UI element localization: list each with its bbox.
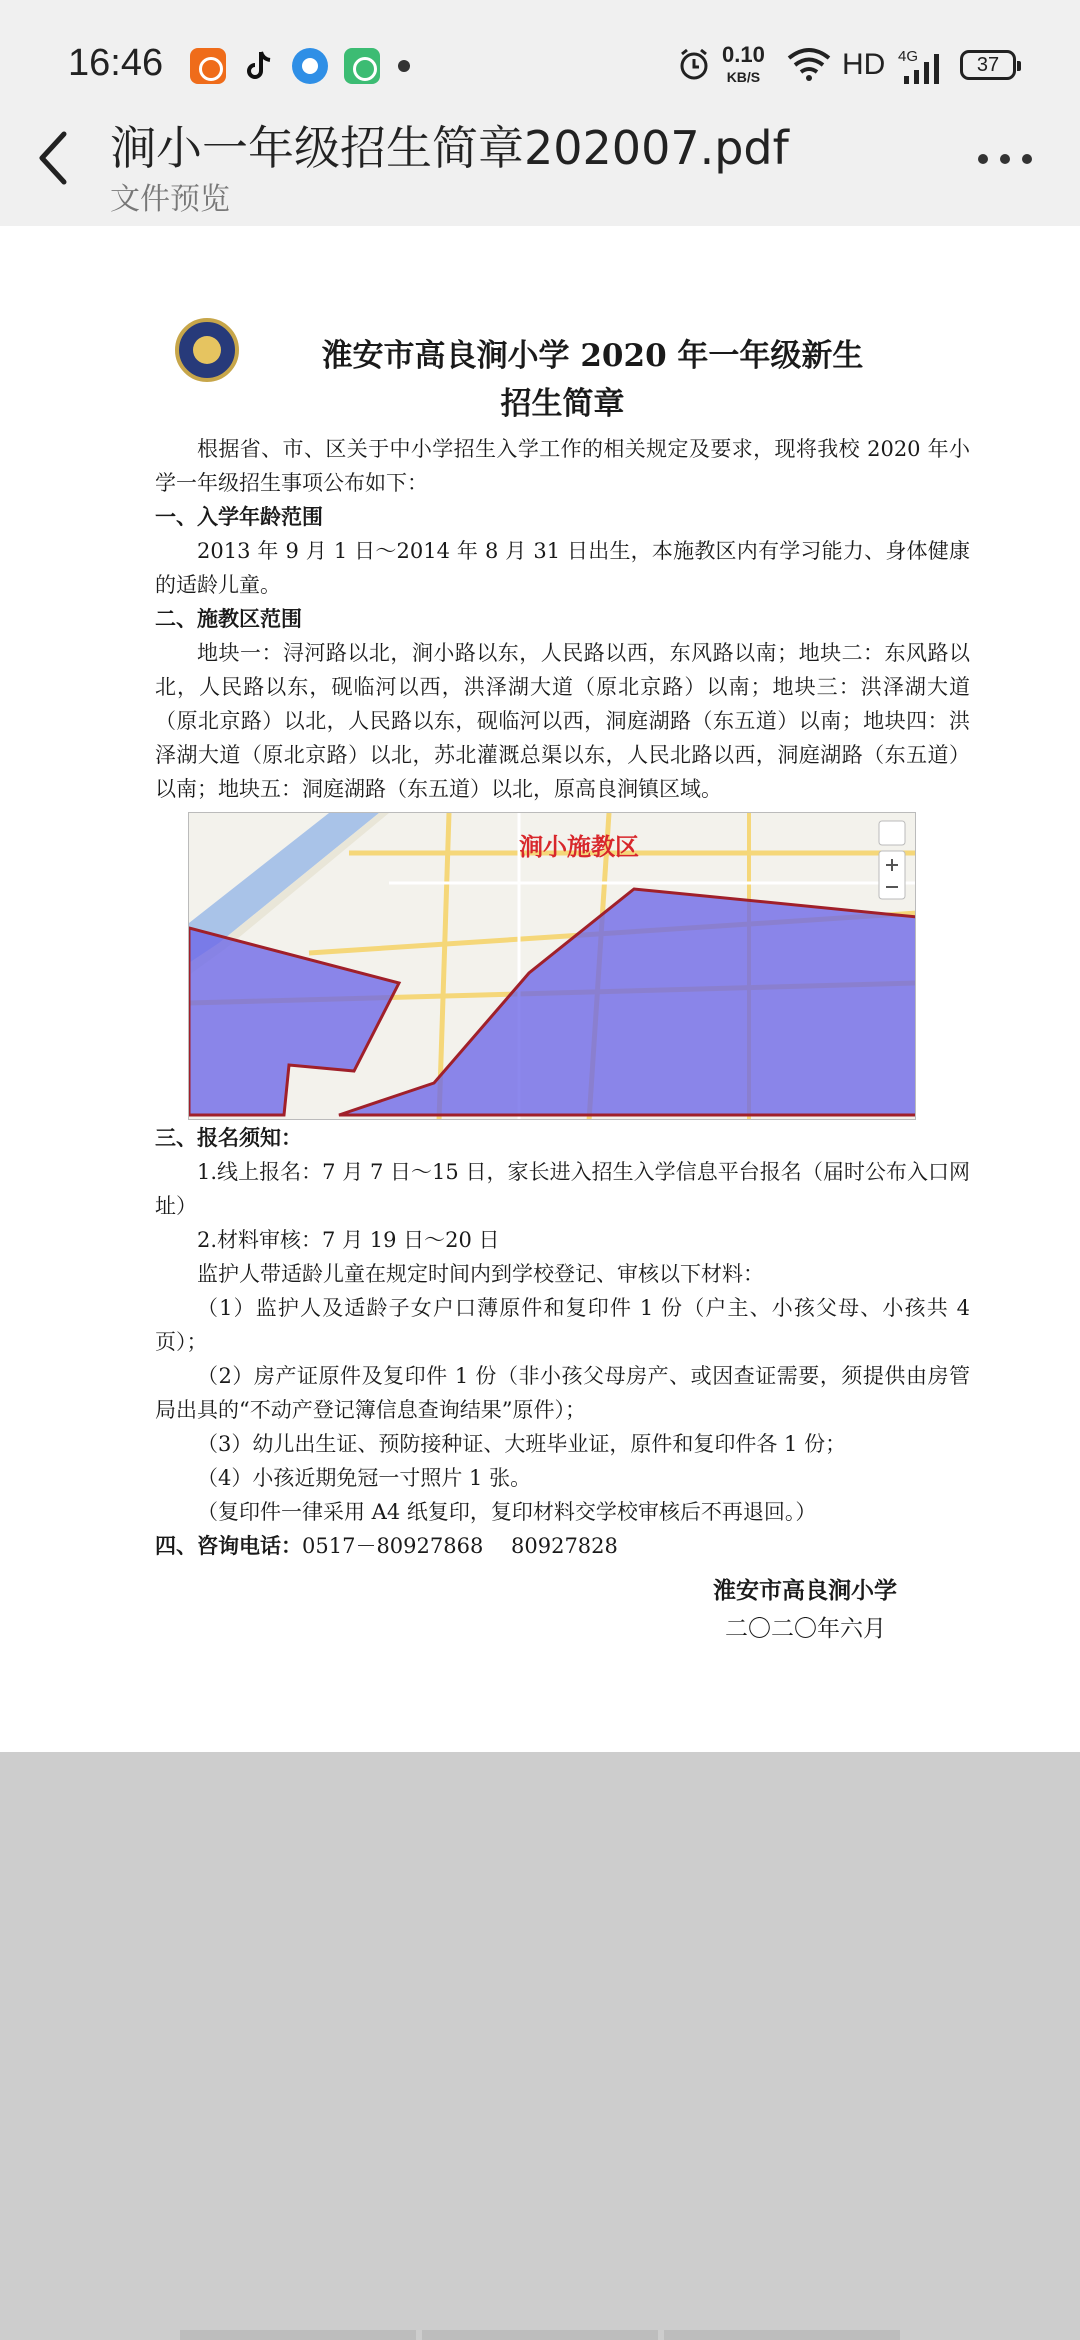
doc-title-line1: 淮安市高良涧小学 2020 年一年级新生 bbox=[321, 338, 864, 374]
section3-title: 三、报名须知： bbox=[155, 1125, 302, 1150]
tiktok-icon bbox=[241, 48, 277, 84]
material-3: （3）幼儿出生证、预防接种证、大班毕业证，原件和复印件各 1 份； bbox=[197, 1432, 847, 1456]
hd-indicator: HD bbox=[842, 48, 886, 81]
network-speed-value: 0.10 bbox=[722, 42, 765, 67]
app-notification-icon bbox=[190, 48, 226, 84]
section1-title: 一、入学年龄范围 bbox=[155, 504, 323, 529]
district-map bbox=[188, 812, 916, 1120]
document-page bbox=[0, 226, 1080, 1752]
material-1: （1）监护人及适龄子女户口薄原件和复印件 1 份（户主、小孩父母、小孩共 4 页）； bbox=[155, 1296, 970, 1354]
material-4: （4）小孩近期免冠一寸照片 1 张。 bbox=[197, 1466, 532, 1490]
contact-phones: 0517－80927868 80927828 bbox=[302, 1534, 618, 1558]
signal-icon bbox=[900, 52, 944, 84]
material-2: （2）房产证原件及复印件 1 份（非小孩父母房产、或因查证需要，须提供由房管局出具的“不动产登记簿信息查询结果”原件）； bbox=[155, 1364, 970, 1422]
section4-title: 四、咨询电话： bbox=[155, 1533, 302, 1558]
network-speed-unit: KB/S bbox=[726, 69, 761, 85]
status-time: 16:46 bbox=[68, 42, 164, 84]
doc-intro: 根据省、市、区关于中小学招生入学工作的相关规定及要求，现将我校 2020 年小学一年级招生事项公布如下： bbox=[155, 437, 970, 495]
section2-title: 二、施教区范围 bbox=[155, 606, 302, 631]
wifi-icon bbox=[786, 46, 832, 82]
back-arrow-icon[interactable] bbox=[30, 128, 80, 188]
doc-title-line2: 招生简章 bbox=[500, 386, 625, 422]
more-notifications-dot bbox=[398, 60, 410, 72]
browser-notification-icon bbox=[292, 48, 328, 84]
status-bar bbox=[0, 0, 1080, 118]
section2-body: 地块一：浔河路以北，涧小路以东，人民路以西，东风路以南；地块二：东风路以北，人民路以东，砚临河以西，洪泽湖大道（原北京路）以南；地块三：洪泽湖大道（原北京路）以北，人民路以东，砚临河以西，洞庭湖路（东五道）以南；地块四：洪泽湖大道（原北京路）以北，苏北灌溉总渠以东，人民北路以西，洞庭湖路（东五道）以南；地块五：洞庭湖路（东五道）以北，原高良涧镇区域。 bbox=[155, 641, 970, 801]
signature-date: 二〇二〇年六月 bbox=[725, 1616, 886, 1642]
contact-line bbox=[155, 1529, 970, 1563]
more-options-icon[interactable] bbox=[976, 150, 1036, 170]
file-title: 涧小一年级招生简章202007.pdf bbox=[110, 121, 789, 175]
signature-school: 淮安市高良涧小学 bbox=[713, 1577, 897, 1604]
alarm-icon bbox=[676, 46, 712, 82]
network-speed bbox=[722, 44, 765, 88]
top-area bbox=[0, 0, 1080, 226]
network-type: 4G bbox=[898, 48, 919, 65]
file-preview-label: 文件预览 bbox=[110, 182, 230, 217]
guardian-note: 监护人带适龄儿童在规定时间内到学校登记、审核以下材料： bbox=[197, 1262, 764, 1286]
copy-note: （复印件一律采用 A4 纸复印，复印材料交学校审核后不再退回。） bbox=[197, 1500, 817, 1524]
map-label: 涧小施教区 bbox=[519, 833, 639, 861]
bottom-toolbar-edge bbox=[180, 2330, 900, 2340]
signup-item2: 2.材料审核：7 月 19 日～20 日 bbox=[197, 1228, 500, 1252]
message-notification-icon bbox=[344, 48, 380, 84]
signup-item1: 1.线上报名：7 月 7 日～15 日，家长进入招生入学信息平台报名（届时公布入口网址） bbox=[155, 1160, 970, 1218]
battery-indicator: 37 bbox=[960, 50, 1016, 80]
section1-body: 2013 年 9 月 1 日～2014 年 8 月 31 日出生，本施教区内有学习能力、身体健康的适龄儿童。 bbox=[155, 539, 970, 597]
